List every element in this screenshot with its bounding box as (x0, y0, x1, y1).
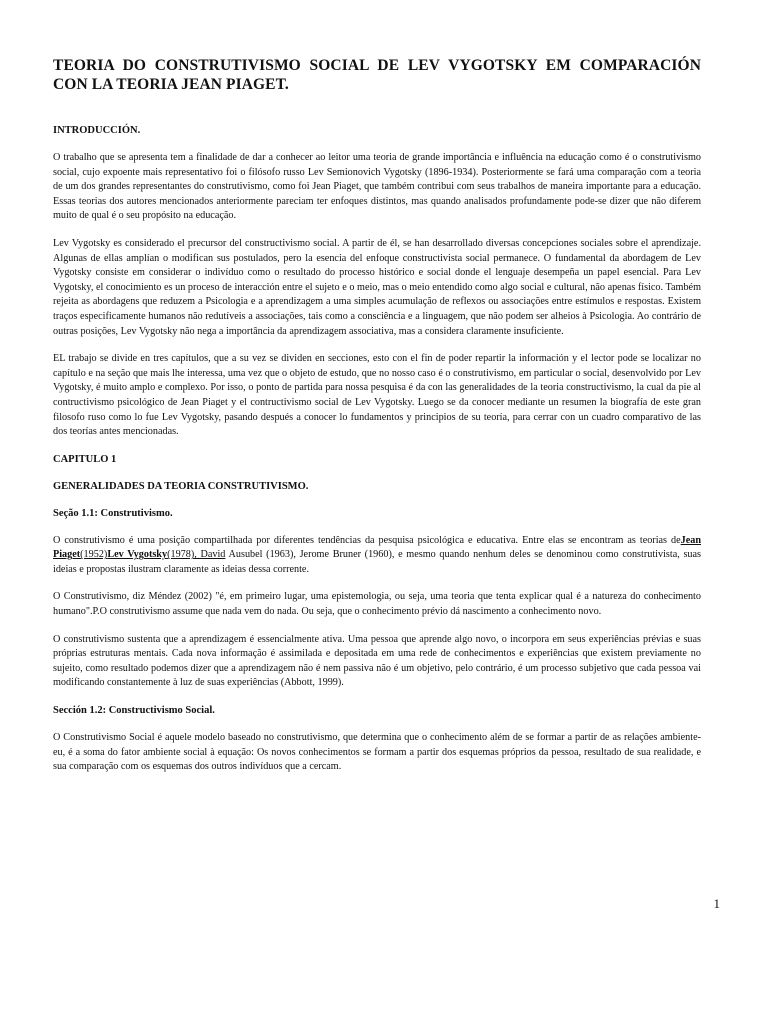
page-number: 1 (713, 896, 720, 911)
section-1-1-text-a: O construtivismo é uma posição compartilhada por diferentes tendências da pesquisa psicológica e educativa. Entre elas se encontram as teorias de (53, 534, 681, 546)
link-jean-piaget[interactable]: Jean Piaget (53, 534, 701, 561)
section-1-2-paragraph-1: O Construtivismo Social é aquele modelo baseado no construtivismo, que determina que o conhecimento além de se formar a partir de as relações ambiente-eu, é a soma do fator ambiente social à equação: Os novos conhecimentos se formam a partir dos esquemas próprios da pessoa, resultado de sua realidade, e sua comparação com os esquemas dos outros indivíduos que a cercam. (53, 732, 701, 773)
intro-paragraph-3: EL trabajo se divide en tres capítulos, que a su vez se dividen en secciones, esto con el fin de poder repartir la información y el lector pode se localizar no capítulo e na seção que mais lhe interessa, uma vez que o objeto de estudo, que no nosso caso é o construtivismo, em particular o social, desenvolvido por Lev Vygotsky, é muito amplo e complexo. Por isso, o ponto de partida para nossa pesquisa é da con las generalidades de la teoria constructivismo, la cual da pie al contructivismo psicológico de Jean Piaget y el contructivismo social de Lev Vygotsky. Luego se da conocer mediante un resumen la biografía de este gran filosofo ruso como lo fue Lev Vygotsky, pasando después a conocer lo fundamentos y principios de su teoría, para cerrar con un cuadro comparativo de las dos teorías antes mencionadas. (53, 353, 701, 438)
section-1-2-heading: Sección 1.2: Constructivismo Social. (53, 705, 215, 717)
intro-paragraph-1: O trabalho que se apresenta tem a finalidade de dar a conhecer ao leitor uma teoria de grande importância e influência na educação como é o construtivismo social, cujo expoente mais representativo foi o filósofo russo Lev Semionovich Vygotsky (1896-1934). Posteriormente se fará uma comparação com a teoria de um dos grandes representantes do construtivismo, como foi Jean Piaget, que também contribui com seus trabalhos de maneira importante para a educação. Essas teorias dos autores mencionados anteriormente pareciam ter enfoques distintos, mas quando analisados profundamente pode-se dizer que não diferem muito de qual é o seu propósito na educação. (53, 152, 701, 222)
section-1-1-text-d: Ausubel (1963), Jerome Bruner (1960), e mesmo quando nenhum deles se denominou como construtivista, suas ideias e propostas ilustram claramente as ideias dessa corrente. (53, 549, 702, 575)
intro-paragraph-2: Lev Vygotsky es considerado el precursor del constructivismo social. A partir de él, se han desarrollado diversas concepciones sociales sobre el aprendizaje. Algunas de ellas amplían o modifican sus postulados, pero la esencia del enfoque constructivista social permanece. O fundamental da abordagem de Lev Vygotsky consiste em considerar o indivíduo como o resultado do processo histórico e social donde el lenguaje desempeña un papel esencial. Para Lev Vygotsky, el conocimiento es un proceso de interacción entre el sujeto e o meio, mas o meio entendido como algo social e cultural, não apenas físico. Também rejeita as abordagens que reduzem a Psicologia e a aprendizagem a uma simples acumulação de reflexos ou associações entre estímulos e respostas. Existem traços especificamente humanos não redutíveis a associações, tais como a consciência e a linguagem, que não podem ser alheios à Psicologia. Ao contrário de outras posições, Lev Vygotsky não nega a importância da aprendizagem associativa, mas a considera claramente insuficiente. (53, 237, 701, 337)
section-1-1-paragraph-3: O construtivismo sustenta que a aprendizagem é essencialmente ativa. Uma pessoa que aprende algo novo, o incorpora em seus experiências prévias e suas próprias estruturas mentais. Cada nova informação é assimilada e depositada em uma rede de conhecimentos e experiências que existem previamente no sujeito, como resultado podemos dizer que a aprendizagem não é nem passiva não é um objetivo, pelo contrário, é um processo subjetivo que cada pessoa vai modificando constantemente à luz de suas experiências (Abbott, 1999). (53, 633, 701, 689)
chapter-subheading: GENERALIDADES DA TEORIA CONSTRUTIVISMO. (53, 480, 309, 492)
section-1-1-heading: Seção 1.1: Construtivismo. (53, 507, 173, 519)
section-1-1-paragraph-1 (53, 534, 701, 578)
document-title: TEORIA DO CONSTRUTIVISMO SOCIAL DE LEV VYGOTSKY EM COMPARACIÓN CON LA TEORIA JEAN PIAGET. (53, 57, 701, 93)
chapter-heading: CAPITULO 1 (53, 453, 117, 465)
intro-heading: INTRODUCCIÓN. (53, 125, 141, 136)
piaget-year: (1952) (80, 549, 108, 561)
document-page (53, 56, 701, 788)
vygotsky-year-david: (1978), David (167, 549, 226, 561)
link-lev-vygotsky[interactable]: Lev Vygotsky (107, 549, 168, 561)
section-1-1-paragraph-2: O Construtivismo, diz Méndez (2002) "é, em primeiro lugar, uma epistemologia, ou seja, uma teoria que tenta explicar qual é a natureza do conhecimento humano".P.O construtivismo assume que nada vem do nada. Ou seja, que o conhecimento prévio dá nascimento a conhecimento novo. (53, 591, 701, 618)
